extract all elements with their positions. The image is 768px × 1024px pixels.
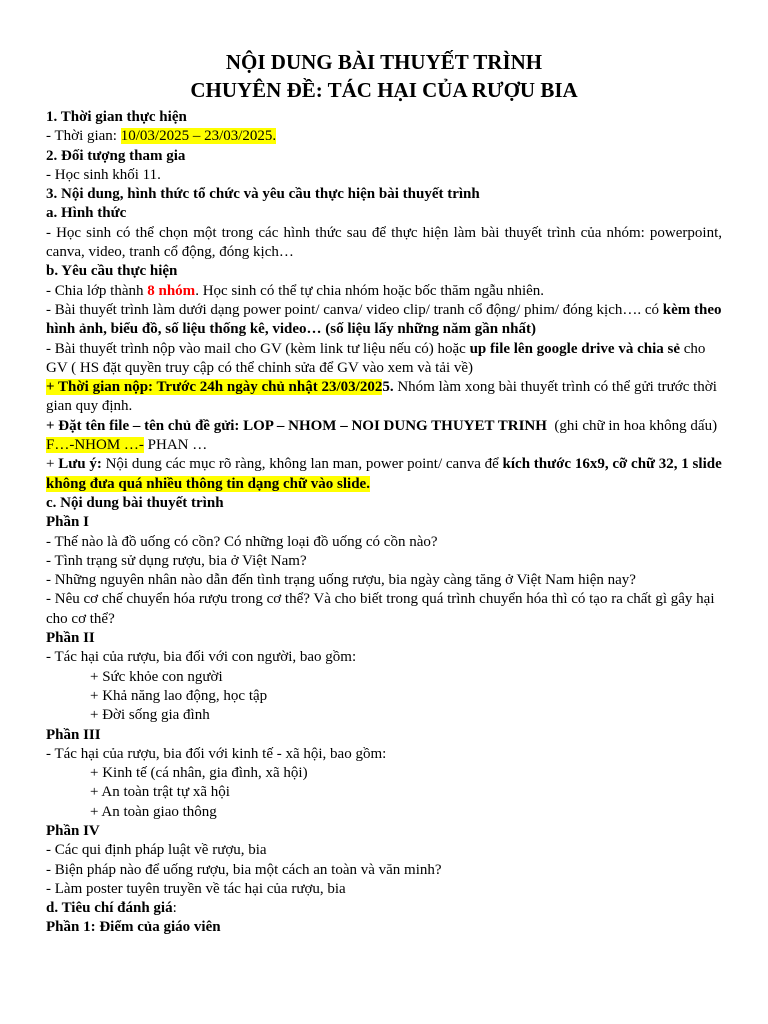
file-naming-note: (ghi chữ in hoa không dấu) xyxy=(546,417,718,434)
file-name-example-highlight: F…-NHOM …- xyxy=(46,437,144,454)
note-label: Lưu ý: xyxy=(58,456,102,473)
note-line xyxy=(46,455,722,494)
group-split-post: . Học sinh có thể tự chia nhóm hoặc bốc thăm ngẫu nhiên. xyxy=(195,282,545,299)
file-name-example xyxy=(46,436,722,455)
list-item: - Nêu cơ chế chuyển hóa rượu trong cơ thể? Và cho biết trong quá trình chuyển hóa thì có tạo ra chất gì gây hại cho cơ thể? xyxy=(46,591,715,627)
note-plus: + xyxy=(46,456,59,473)
format-requirement-line xyxy=(46,301,722,340)
file-naming-bold: + Đặt tên file – tên chủ đề gửi: LOP – NHOM – NOI DUNG THUYET TRINH xyxy=(46,417,547,434)
deadline-highlight: + Thời gian nộp: Trước 24h ngày chủ nhật 23/03/202 xyxy=(46,379,383,396)
title-line-2: CHUYÊN ĐỀ: TÁC HẠI CỦA RƯỢU BIA xyxy=(190,78,578,102)
part-2-heading: Phần II xyxy=(46,630,95,647)
group-split-line xyxy=(46,282,722,301)
section-3d-colon: : xyxy=(172,900,177,917)
time-prefix: - Thời gian: xyxy=(46,128,121,145)
part-3-heading: Phần III xyxy=(46,726,101,743)
format-text: - Học sinh có thể chọn một trong các hình thức sau để thực hiện làm bài thuyết trình của nhóm: powerpoint, canva, video, tranh cổ động, đóng kịch… xyxy=(46,224,722,261)
participants-text: - Học sinh khối 11. xyxy=(46,166,161,183)
note-size-bold: kích thước 16x9, cỡ chữ 32, 1 slide xyxy=(502,456,722,473)
list-item: + An toàn giao thông xyxy=(90,803,217,820)
submission-method-post: cho GV ( HS đặt quyền truy cập có thể chỉnh sửa để GV vào xem và tải về) xyxy=(46,340,706,376)
section-3d-heading-line xyxy=(46,899,722,918)
group-count: 8 nhóm xyxy=(147,282,196,299)
teacher-score-heading: Phần 1: Điểm của giáo viên xyxy=(46,919,221,936)
list-item: - Biện pháp nào để uống rượu, bia một cách an toàn và văn minh? xyxy=(46,861,442,878)
list-item: - Các qui định pháp luật về rượu, bia xyxy=(46,842,267,859)
list-item: + Sức khỏe con người xyxy=(90,668,223,685)
format-requirement-pre: - Bài thuyết trình làm dưới dạng power point/ canva/ video clip/ tranh cổ động/ phim/ đóng kịch…. có xyxy=(46,301,663,318)
title-line-1: NỘI DUNG BÀI THUYẾT TRÌNH xyxy=(225,50,543,74)
list-item: + Khả năng lao động, học tập xyxy=(90,687,268,704)
section-1-heading: 1. Thời gian thực hiện xyxy=(46,109,187,125)
section-3b-heading: b. Yêu cầu thực hiện xyxy=(46,263,178,280)
deadline-post: Nhóm làm xong bài thuyết trình có thể gửi trước thời gian quy định. xyxy=(46,379,717,415)
note-mid: Nội dung các mục rõ ràng, không lan man, power point/ canva để xyxy=(101,456,503,473)
deadline-line xyxy=(46,378,722,417)
file-name-example-post: PHAN … xyxy=(143,437,208,454)
part-4-heading: Phần IV xyxy=(46,822,100,839)
part-2-intro: - Tác hại của rượu, bia đối với con người, bao gồm: xyxy=(46,649,357,666)
note-highlight: không đưa quá nhiều thông tin dạng chữ vào slide. xyxy=(46,475,370,492)
deadline-year-end: 5. xyxy=(382,379,394,396)
format-requirement-bold: kèm theo hình ảnh, biểu đồ, số liệu thống kê, video… (số liệu lấy những năm gần nhất) xyxy=(46,301,722,338)
section-2-heading: 2. Đối tượng tham gia xyxy=(46,147,186,164)
section-3a-heading: a. Hình thức xyxy=(46,205,127,222)
list-item: - Những nguyên nhân nào dẫn đến tình trạng uống rượu, bia ngày càng tăng ở Việt Nam hiện nay? xyxy=(46,572,636,589)
part-1-heading: Phần I xyxy=(46,514,89,531)
part-3-intro: - Tác hại của rượu, bia đối với kinh tế - xã hội, bao gồm: xyxy=(46,745,387,762)
list-item: + Kinh tế (cá nhân, gia đình, xã hội) xyxy=(90,765,308,782)
list-item: + An toàn trật tự xã hội xyxy=(90,784,230,801)
submission-method-pre: - Bài thuyết trình nộp vào mail cho GV (kèm link tư liệu nếu có) hoặc xyxy=(46,340,470,357)
document-title xyxy=(46,48,722,104)
section-3-heading: 3. Nội dung, hình thức tổ chức và yêu cầu thực hiện bài thuyết trình xyxy=(46,186,480,203)
section-3c-heading: c. Nội dung bài thuyết trình xyxy=(46,494,224,511)
list-item: - Tình trạng sử dụng rượu, bia ở Việt Nam? xyxy=(46,552,307,569)
list-item: - Thế nào là đồ uống có cồn? Có những loại đồ uống có cồn nào? xyxy=(46,533,438,550)
section-3d-heading: d. Tiêu chí đánh giá xyxy=(46,900,173,917)
list-item: - Làm poster tuyên truyền về tác hại của rượu, bia xyxy=(46,880,346,897)
submission-method-line xyxy=(46,340,722,379)
list-item: + Đời sống gia đình xyxy=(90,707,210,724)
time-dates: 10/03/2025 – 23/03/2025. xyxy=(120,128,277,145)
submission-method-bold: up file lên google drive và chia sẻ xyxy=(469,340,680,357)
time-line xyxy=(46,127,722,146)
file-naming-line xyxy=(46,417,722,436)
group-split-pre: - Chia lớp thành xyxy=(46,282,148,299)
